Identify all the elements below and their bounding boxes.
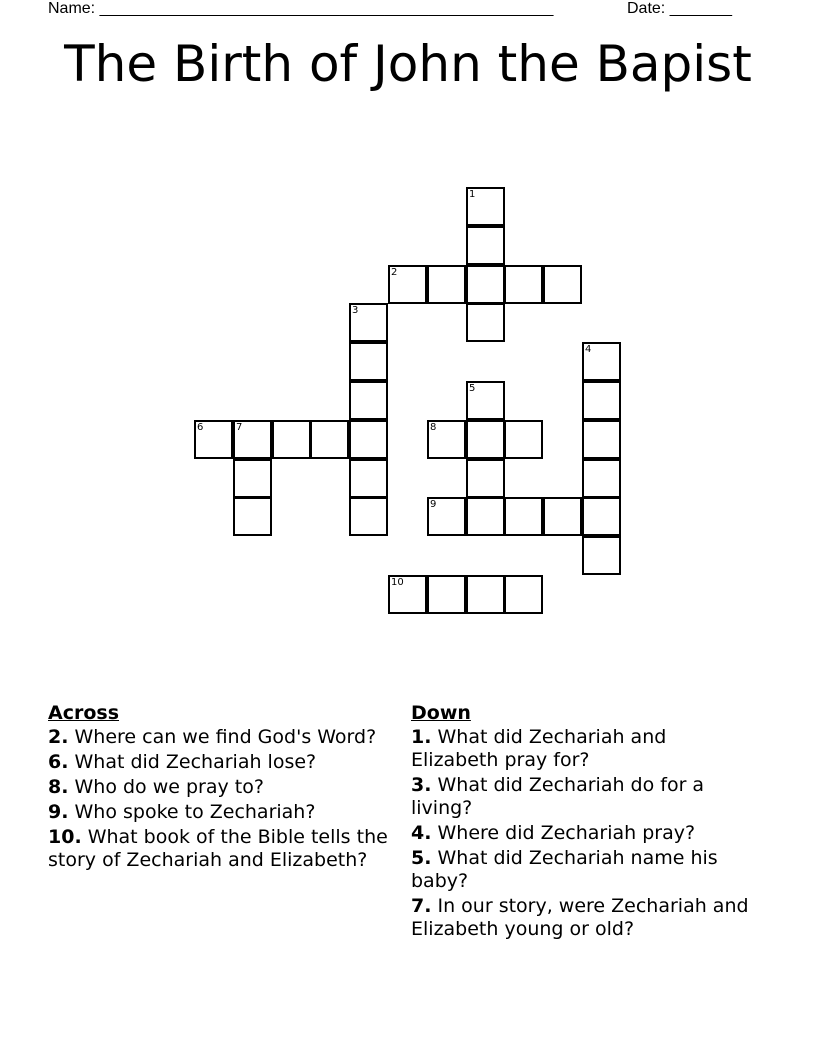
- down-clue: [411, 847, 756, 893]
- name-field-line: Name: ___________________________________________________: [48, 0, 554, 17]
- grid-cell[interactable]: [466, 575, 505, 614]
- down-clue: [411, 895, 756, 941]
- grid-cell[interactable]: [349, 420, 388, 459]
- clue-text: In our story, were Zechariah and Elizabeth young or old?: [411, 895, 749, 940]
- clue-number: 9.: [48, 801, 69, 823]
- across-clue: [48, 726, 393, 749]
- grid-cell[interactable]: [388, 265, 427, 304]
- down-clue-list: [411, 726, 756, 941]
- grid-cell[interactable]: [582, 420, 621, 459]
- grid-cell[interactable]: [466, 420, 505, 459]
- grid-cell[interactable]: [504, 497, 543, 536]
- down-clue: [411, 822, 756, 845]
- clue-text: What did Zechariah name his baby?: [411, 847, 718, 892]
- clue-number: 1: [469, 189, 476, 200]
- clue-number: 1.: [411, 726, 432, 748]
- across-clue: [48, 776, 393, 799]
- clue-number: 5: [469, 383, 476, 394]
- down-clues: [411, 702, 756, 943]
- clue-number: 2: [391, 267, 398, 278]
- grid-cell[interactable]: [427, 420, 466, 459]
- grid-cell[interactable]: [349, 497, 388, 536]
- grid-cell[interactable]: [466, 265, 505, 304]
- grid-cell[interactable]: [504, 420, 543, 459]
- grid-cell[interactable]: [233, 497, 272, 536]
- across-clue: [48, 751, 393, 774]
- clue-number: 2.: [48, 726, 69, 748]
- grid-cell[interactable]: [582, 459, 621, 498]
- clue-number: 9: [430, 499, 437, 510]
- grid-cell[interactable]: [466, 497, 505, 536]
- across-clue: [48, 801, 393, 824]
- clue-number: 4.: [411, 822, 432, 844]
- grid-cell[interactable]: [194, 420, 233, 459]
- clue-number: 7.: [411, 895, 432, 917]
- across-clues: [48, 702, 393, 874]
- across-heading: Across: [48, 702, 120, 724]
- grid-cell[interactable]: [466, 459, 505, 498]
- grid-cell[interactable]: [427, 265, 466, 304]
- grid-cell[interactable]: [349, 303, 388, 342]
- clue-text: What did Zechariah do for a living?: [411, 774, 705, 819]
- grid-cell[interactable]: [466, 381, 505, 420]
- clue-number: 3: [352, 305, 359, 316]
- clue-number: 5.: [411, 847, 432, 869]
- page-title: The Birth of John the Bapist: [64, 35, 752, 93]
- grid-cell[interactable]: [466, 226, 505, 265]
- grid-cell[interactable]: [349, 381, 388, 420]
- across-clue-list: [48, 726, 393, 872]
- clue-text: What did Zechariah lose?: [68, 751, 317, 773]
- grid-cell[interactable]: [388, 575, 427, 614]
- grid-cell[interactable]: [543, 497, 582, 536]
- grid-cell[interactable]: [427, 575, 466, 614]
- clue-number: 10.: [48, 826, 82, 848]
- grid-cell[interactable]: [582, 381, 621, 420]
- down-clue: [411, 774, 756, 820]
- clue-text: What book of the Bible tells the story of Zechariah and Elizabeth?: [48, 826, 388, 871]
- grid-cell[interactable]: [582, 497, 621, 536]
- date-field-line: Date: _______: [627, 0, 732, 17]
- clue-number: 6: [197, 422, 204, 433]
- grid-cell[interactable]: [349, 459, 388, 498]
- grid-cell[interactable]: [504, 265, 543, 304]
- down-heading: Down: [411, 702, 471, 724]
- clue-number: 8.: [48, 776, 69, 798]
- clue-number: 6.: [48, 751, 69, 773]
- clue-number: 3.: [411, 774, 432, 796]
- grid-cell[interactable]: [466, 187, 505, 226]
- clue-text: Who do we pray to?: [68, 776, 264, 798]
- clue-number: 10: [391, 577, 404, 588]
- clue-text: What did Zechariah and Elizabeth pray for?: [411, 726, 667, 771]
- clue-text: Where can we find God's Word?: [68, 726, 377, 748]
- down-clue: [411, 726, 756, 772]
- clue-number: 4: [585, 344, 592, 355]
- grid-cell[interactable]: [504, 575, 543, 614]
- grid-cell[interactable]: [233, 459, 272, 498]
- grid-cell[interactable]: [349, 342, 388, 381]
- grid-cell[interactable]: [582, 342, 621, 381]
- across-clue: [48, 826, 393, 872]
- clue-text: Who spoke to Zechariah?: [68, 801, 316, 823]
- grid-cell[interactable]: [466, 303, 505, 342]
- clue-number: 8: [430, 422, 437, 433]
- clue-text: Where did Zechariah pray?: [431, 822, 696, 844]
- clue-number: 7: [236, 422, 243, 433]
- grid-cell[interactable]: [582, 536, 621, 575]
- grid-cell[interactable]: [233, 420, 272, 459]
- grid-cell[interactable]: [310, 420, 349, 459]
- grid-cell[interactable]: [427, 497, 466, 536]
- grid-cell[interactable]: [272, 420, 311, 459]
- grid-cell[interactable]: [543, 265, 582, 304]
